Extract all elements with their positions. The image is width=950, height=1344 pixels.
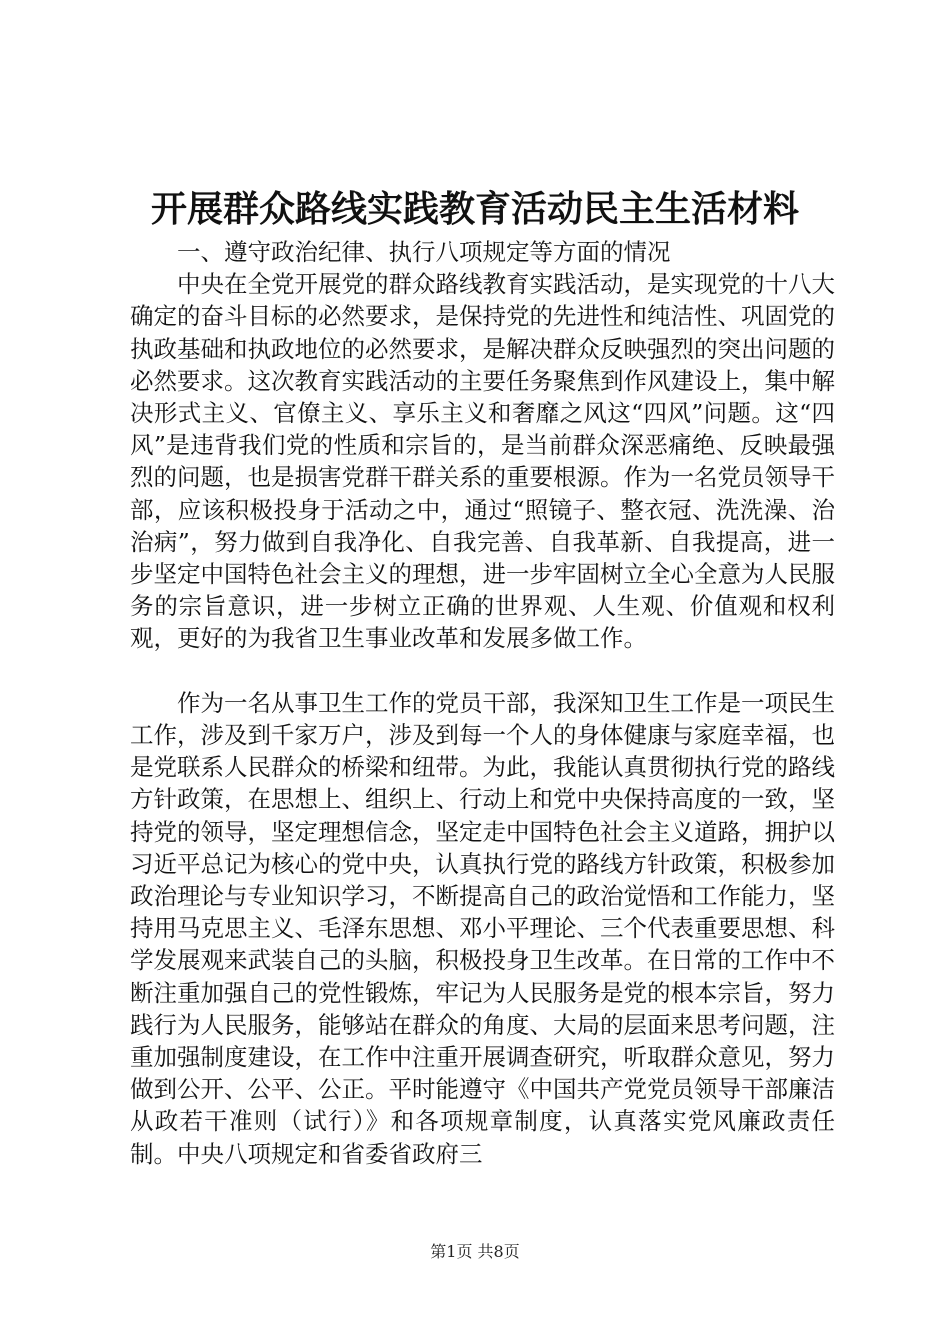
- paragraph-2: 作为一名从事卫生工作的党员干部，我深知卫生工作是一项民生工作，涉及到千家万户，涉及到每一个人的身体健康与家庭幸福，也是党联系人民群众的桥梁和纽带。为此，我能认真贯彻执行党的路线方针政策，在思想上、组织上、行动上和党中央保持高度的一致，坚持党的领导，坚定理想信念，坚定走中国特色社会主义道路，拥护以习近平总记为核心的党中央，认真执行党的路线方针政策，积极参加政治理论与专业知识学习，不断提高自己的政治觉悟和工作能力，坚持用马克思主义、毛泽东思想、邓小平理论、三个代表重要思想、科学发展观来武装自己的头脑，积极投身卫生改革。在日常的工作中不断注重加强自己的党性锻炼，牢记为人民服务是党的根本宗旨，努力践行为人民服务，能够站在群众的角度、大局的层面来思考问题，注重加强制度建设，在工作中注重开展调查研究，听取群众意见，努力做到公开、公平、公正。平时能遵守《中国共产党党员领导干部廉洁从政若干准则（试行）》和各项规章制度，认真落实党风廉政责任制。中央八项规定和省委省政府三: [130, 688, 835, 1168]
- section-heading: 一、遵守政治纪律、执行八项规定等方面的情况: [177, 238, 671, 266]
- document-body: [130, 236, 835, 1170]
- paragraph-1: 中央在全党开展党的群众路线教育实践活动，是实现党的十八大确定的奋斗目标的必然要求，是保持党的先进性和纯洁性、巩固党的执政基础和执政地位的必然要求，是解决群众反映强烈的突出问题的必然要求。这次教育实践活动的主要任务聚焦到作风建设上，集中解决形式主义、官僚主义、享乐主义和奢靡之风这“四风”问题。这“四风”是违背我们党的性质和宗旨的，是当前群众深恶痛绝、反映最强烈的问题，也是损害党群干群关系的重要根源。作为一名党员领导干部，应该积极投身于活动之中，通过“照镜子、整衣冠、洗洗澡、治治病”，努力做到自我净化、自我完善、自我革新、自我提高，进一步坚定中国特色社会主义的理想，进一步牢固树立全心全意为人民服务的宗旨意识，进一步树立正确的世界观、人生观、价值观和权利观，更好的为我省卫生事业改革和发展多做工作。: [130, 270, 835, 653]
- page-number-footer: 第1页 共8页: [430, 1242, 520, 1261]
- paragraph-gap: [130, 655, 835, 687]
- document-title: 开展群众路线实践教育活动民主生活材料: [150, 188, 799, 230]
